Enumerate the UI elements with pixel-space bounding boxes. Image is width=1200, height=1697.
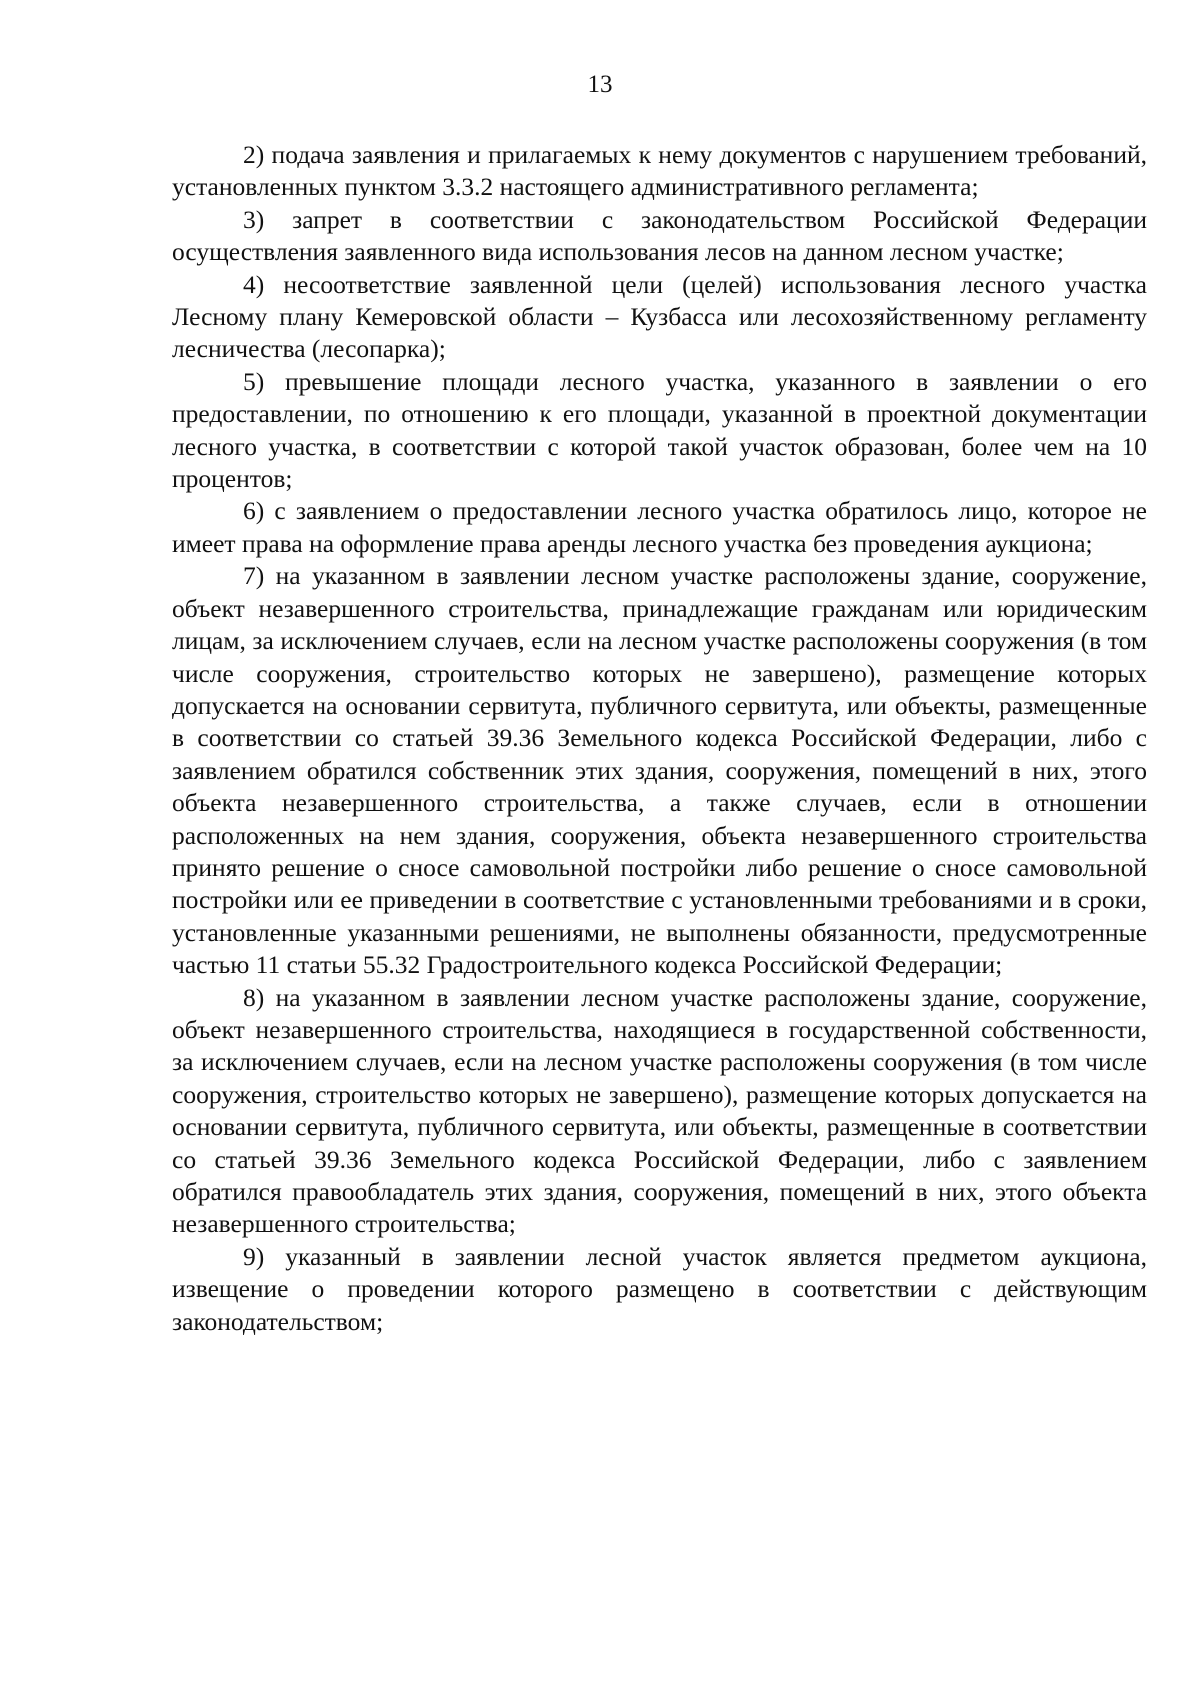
list-item-5: 5) превышение площади лесного участка, указанного в заявлении о его предоставлении, по отношению к его площади, указанной в проектной документации лесного участка, в соответствии с которой такой участок образован, более чем на 10 процентов;: [172, 366, 1147, 494]
list-item-7: 7) на указанном в заявлении лесном участке расположены здание, сооружение, объект незавершенного строительства, принадлежащие гражданам или юридическим лицам, за исключением случаев, если на лесном участке расположены сооружения (в том числе сооружения, строительство которых не завершено), размещение которых допускается на основании сервитута, публичного сервитута, или объекты, размещенные в соответствии со статьей 39.36 Земельного кодекса Российской Федерации, либо с заявлением обратился собственник этих здания, сооружения, помещений в них, этого объекта незавершенного строительства, а также случаев, если в отношении расположенных на нем здания, сооружения, объекта незавершенного строительства принято решение о сносе самовольной постройки либо решение о сносе самовольной постройки или ее приведении в соответствие с установленными требованиями и в сроки, установленные указанными решениями, не выполнены обязанности, предусмотренные частью 11 статьи 55.32 Градостроительного кодекса Российской Федерации;: [172, 561, 1147, 980]
list-item-6: 6) с заявлением о предоставлении лесного участка обратилось лицо, которое не имеет права на оформление права аренды лесного участка без проведения аукциона;: [172, 496, 1147, 558]
list-item-2: 2) подача заявления и прилагаемых к нему документов с нарушением требований, установленных пунктом 3.3.2 настоящего административного регламента;: [172, 140, 1147, 202]
list-item-8: 8) на указанном в заявлении лесном участке расположены здание, сооружение, объект незавершенного строительства, находящиеся в государственной собственности, за исключением случаев, если на лесном участке расположены сооружения (в том числе сооружения, строительство которых не завершено), размещение которых допускается на основании сервитута, публичного сервитута, или объекты, размещенные в соответствии со статьей 39.36 Земельного кодекса Российской Федерации, либо с заявлением обратился правообладатель этих здания, сооружения, помещений в них, этого объекта незавершенного строительства;: [172, 982, 1147, 1239]
document-body: [172, 139, 1147, 1338]
page-number: 13: [587, 71, 613, 98]
list-item-3: 3) запрет в соответствии с законодательством Российской Федерации осуществления заявленного вида использования лесов на данном лесном участке;: [172, 204, 1147, 267]
list-item-4: 4) несоответствие заявленной цели (целей) использования лесного участка Лесному плану Кемеровской области – Кузбасса или лесохозяйственному регламенту лесничества (лесопарка);: [172, 269, 1147, 364]
list-item-9: 9) указанный в заявлении лесной участок является предметом аукциона, извещение о проведении которого размещено в соответствии с действующим законодательством;: [172, 1241, 1147, 1336]
